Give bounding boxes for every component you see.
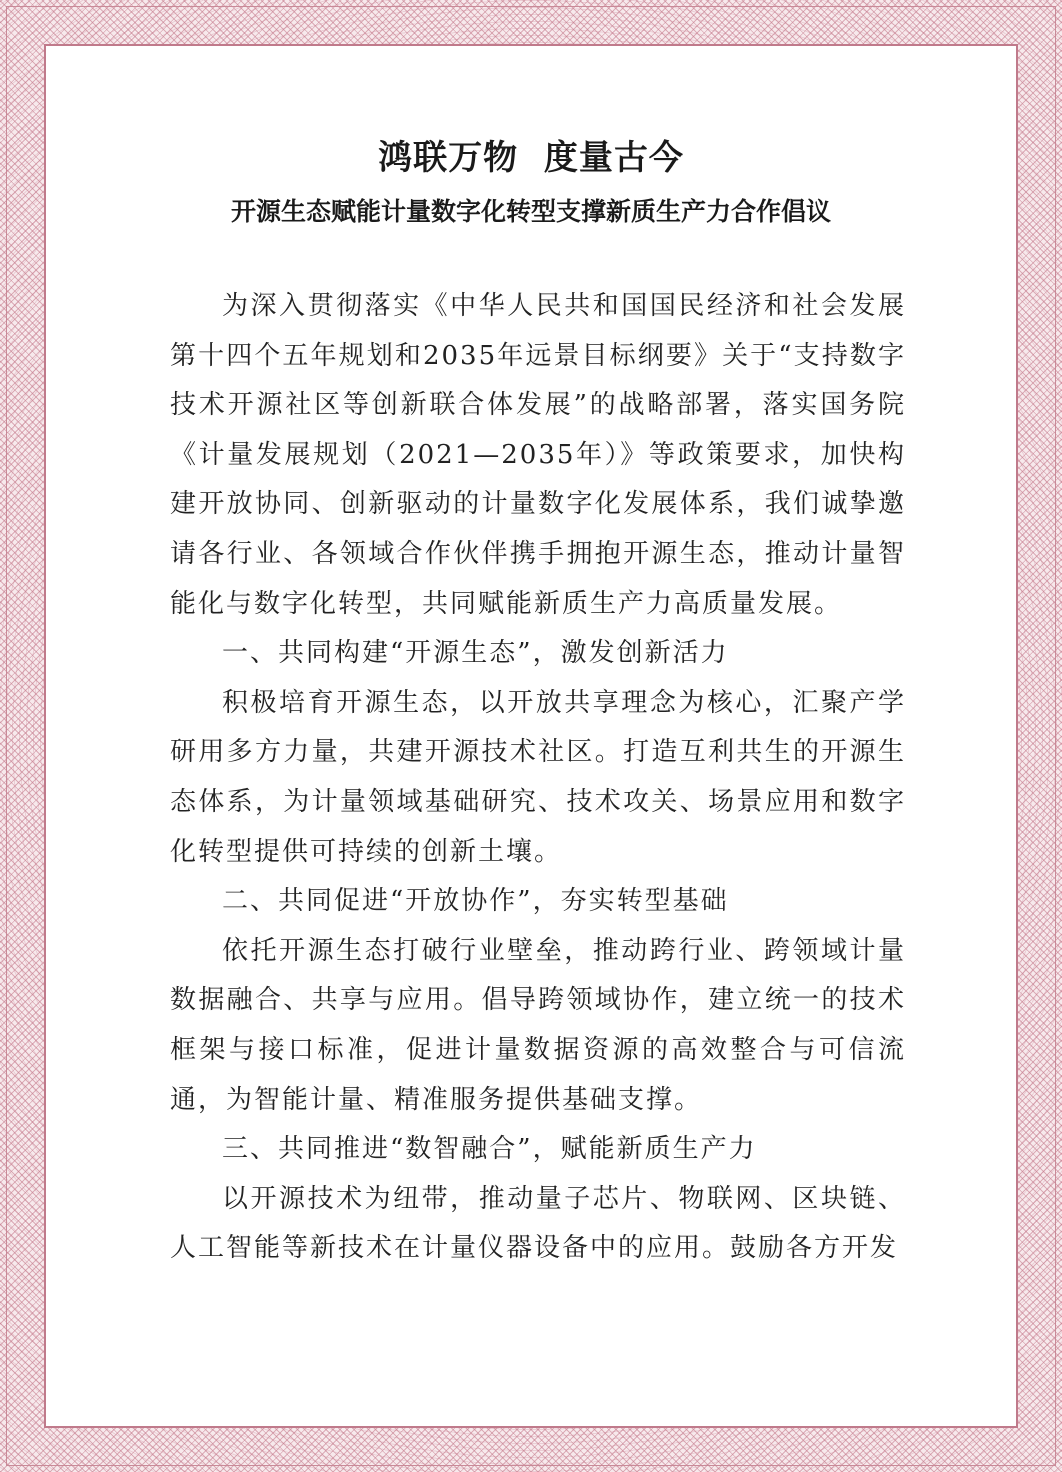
- document-content: [46, 46, 1016, 1426]
- document-subtitle: 开源生态赋能计量数字化转型支撑新质生产力合作倡议: [230, 197, 831, 226]
- document-body: [170, 282, 906, 1274]
- section-paragraph-2: 依托开源生态打破行业壁垒，推动跨行业、跨领域计量数据融合、共享与应用。倡导跨领域协作，建立统一的技术框架与接口标准，促进计量数据资源的高效整合与可信流通，为智能计量、精准服务提供基础支撑。: [170, 935, 906, 1115]
- intro-paragraph: 为深入贯彻落实《中华人民共和国国民经济和社会发展第十四个五年规划和2035年远景目标纲要》关于“支持数字技术开源社区等创新联合体发展”的战略部署，落实国务院《计量发展规划（2021—2035年）》等政策要求，加快构建开放协同、创新驱动的计量数字化发展体系，我们诚挚邀请各行业、各领域合作伙伴携手拥抱开源生态，推动计量智能化与数字化转型，共同赋能新质生产力高质量发展。: [170, 291, 906, 619]
- section-heading-2: 二、共同促进“开放协作”，夯实转型基础: [222, 886, 729, 917]
- section-heading-3: 三、共同推进“数智融合”，赋能新质生产力: [222, 1134, 757, 1165]
- section-heading-1: 一、共同构建“开源生态”，激发创新活力: [222, 638, 729, 669]
- document-title: 鸿联万物 度量古今: [378, 138, 684, 178]
- section-paragraph-3: 以开源技术为纽带，推动量子芯片、物联网、区块链、人工智能等新技术在计量仪器设备中的应用。鼓励各方开发: [170, 1183, 906, 1264]
- section-paragraph-1: 积极培育开源生态，以开放共享理念为核心，汇聚产学研用多方力量，共建开源技术社区。打造互利共生的开源生态体系，为计量领域基础研究、技术攻关、场景应用和数字化转型提供可持续的创新土壤。: [170, 687, 906, 867]
